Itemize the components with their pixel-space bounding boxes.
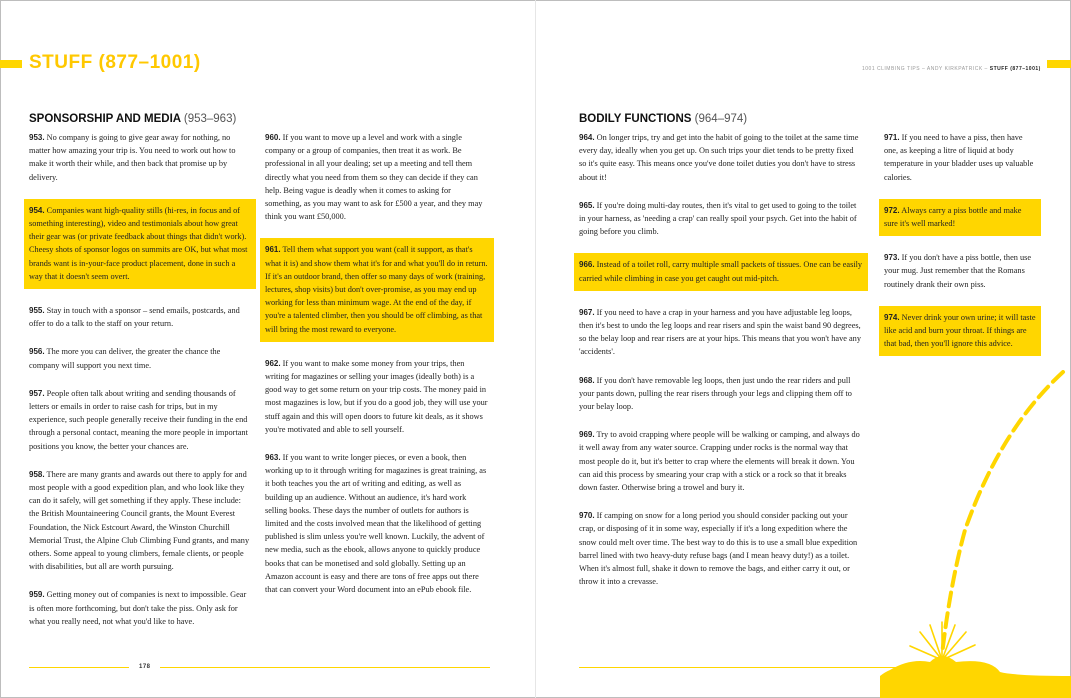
- tip-number: 967.: [579, 307, 595, 317]
- tip-number: 972.: [884, 205, 900, 215]
- tip-966: [574, 253, 868, 290]
- tip-number: 970.: [579, 511, 595, 521]
- tip-number: 956.: [29, 347, 45, 357]
- tip-text: On longer trips, try and get into the habit of going to the toilet at the same time every day, ideally when you get up. On such trips your diet tends to be pretty fixed so it's quite easy. This means once you've done toilet duties you don't have to stress about it!: [579, 133, 859, 182]
- tip-text: Stay in touch with a sponsor – send emails, postcards, and offer to do a talk to the staff on your return.: [29, 306, 240, 329]
- tip-973: [884, 251, 1036, 291]
- tip-961: [260, 238, 494, 341]
- section-range: (964–974): [694, 113, 748, 125]
- tip-text: Companies want high-quality stills (hi-res, in focus and of something interesting), video and testimonials about how great their gear was (or private feedback about things that didn't work). Cheesy shots of sponsor logos on summits are OK, but what most brands want is in-your-face product placement, done in such a way that it doesn't seem overt.: [29, 205, 248, 281]
- tip-text: If you need to have a piss, then have one, as keeping a litre of liquid at body temperature in your bladder uses up valuable calories.: [884, 133, 1034, 182]
- tip-960: [265, 131, 489, 223]
- tip-text: People often talk about writing and sending thousands of letters or emails in order to raise cash for trips, but in my experience, such people generally receive their funding in the end through a personal contact, meaning the more people in important positions you know, the better your chances are.: [29, 388, 248, 451]
- tip-number: 960.: [265, 133, 281, 142]
- running-head: [862, 66, 1041, 72]
- running-head-prefix: 1001 CLIMBING TIPS – ANDY KIRKPATRICK –: [862, 66, 990, 72]
- splash-illustration: [880, 370, 1071, 698]
- tip-967: [579, 306, 863, 359]
- tip-970: [579, 509, 863, 588]
- book-spine: [535, 0, 536, 698]
- tip-number: 973.: [884, 253, 900, 263]
- tip-number: 965.: [579, 200, 595, 210]
- tip-957: [29, 387, 251, 453]
- tip-text: If you don't have removable leg loops, then just undo the rear riders and pull your pants down, pulling the rear risers through your legs and clipping them off to your belay loop.: [579, 375, 852, 412]
- tip-number: 974.: [884, 312, 900, 322]
- page-title: STUFF (877–1001): [29, 52, 201, 73]
- footer-rule-right: [579, 667, 911, 668]
- tip-958: [29, 468, 251, 574]
- tip-number: 966.: [579, 260, 595, 270]
- running-head-section: STUFF (877–1001): [989, 66, 1041, 72]
- tip-text: Always carry a piss bottle and make sure it's well marked!: [884, 205, 1022, 229]
- tip-956: [29, 345, 251, 371]
- column-4: [884, 131, 1036, 371]
- tip-number: 954.: [29, 205, 45, 215]
- tip-text: Getting money out of companies is next to impossible. Gear is often more forthcoming, but don't take the piss. Only ask for what you really need, not what you'd like to have.: [29, 590, 247, 626]
- tip-text: If you want to write longer pieces, or even a book, then working up to it through writing for magazines is great training, as it both teaches you the art of writing and editing, as well as building up an audience. Without an audience, it's hard work selling books. These days the number of outlets for authors is limited and the costs involved mean that the likelihood of getting published is slim unless you're well known. Luckily, the advent of new media, such as the ebook, allows anyone to quickly produce books that can be monetised and sold globally. Setting up an Amazon account is easy and there are tons of free apps out there that can convert your Word document into an ePub ebook file.: [265, 453, 487, 595]
- tip-number: 955.: [29, 306, 45, 316]
- tip-972: [879, 199, 1041, 236]
- section-heading-bodily-functions: [579, 113, 747, 125]
- tip-number: 953.: [29, 133, 45, 142]
- tip-text: Instead of a toilet roll, carry multiple small packets of tissues. One can be easily carried while climbing in case you get caught out mid-pitch.: [579, 260, 863, 283]
- tip-964: [579, 131, 863, 184]
- tip-974: [879, 306, 1041, 357]
- column-1: [29, 131, 251, 643]
- column-2: [265, 131, 489, 611]
- tip-number: 958.: [29, 469, 45, 479]
- tip-number: 963.: [265, 453, 281, 463]
- tip-text: If you don't have a piss bottle, then use your mug. Just remember that the Romans routinely drank their own piss.: [884, 253, 1032, 289]
- tip-text: If you're doing multi-day routes, then it's vital to get used to going to the toilet in your harness, as 'needing a crap' can really spoil your psych. Get into the habit of going before you climb.: [579, 200, 857, 237]
- tip-text: There are many grants and awards out there to apply for and most people with a good expedition plan, and who look like they can do it safely, will get something if they apply. These include: the British Mountaineering Council grants, the Mount Everest Foundation, the Nick Estcourt Award, the Winston Churchill Memorial Trust, the Alpine Club Climbing Fund grants, and many others. Some appeal to young climbers, female clients, or people with disabilities, but all are worth pursuing.: [29, 469, 250, 572]
- tip-number: 962.: [265, 358, 281, 368]
- tip-number: 971.: [884, 133, 900, 142]
- tip-text: Never drink your own urine; it will taste like acid and burn your throat. If things are that bad, then you'll ignore this advice.: [884, 312, 1036, 349]
- tip-number: 957.: [29, 388, 45, 398]
- tip-number: 969.: [579, 430, 595, 440]
- tip-954: [24, 199, 256, 289]
- tip-number: 959.: [29, 590, 45, 600]
- footer-rule-left: [29, 667, 129, 668]
- tip-955: [29, 304, 251, 330]
- tip-963: [265, 451, 489, 596]
- tip-text: If camping on snow for a long period you should consider packing out your crap, or disposing of it in some way, especially if it's a long expedition where the snow could melt over time. The best way to do this is to use a small blue expedition barrel lined with two heavy-duty refuse bags (and I mean heavy duty!) as a toilet. When it's almost full, shake it down to remove the bags, and either carry it out, or throw it into a crevasse.: [579, 511, 858, 587]
- tip-969: [579, 428, 863, 494]
- tip-text: The more you can deliver, the greater the chance the company will support you next time.: [29, 347, 221, 370]
- tip-953: [29, 131, 251, 184]
- tip-text: Try to avoid crapping where people will be walking or camping, and always do it well away from any water source. Crapping under rocks is the normal way that most people do it, but it's better to crap where the elements will break it down. You can aid this process by smearing your crap with a stick or a rock so that it breaks down faster. Otherwise bring a trowel and bury it.: [579, 430, 860, 493]
- tip-968: [579, 374, 863, 414]
- tip-965: [579, 199, 863, 239]
- tip-text: No company is going to give gear away for nothing, no matter how amazing your trip is. You need to work out how to make it worth their while, and then back that promise up by delivery.: [29, 133, 236, 182]
- tip-959: [29, 588, 251, 628]
- tip-971: [884, 131, 1036, 184]
- tip-number: 968.: [579, 375, 595, 385]
- tip-text: Tell them what support you want (call it support, as that's what it is) and show them what it's for and what you'll do in return. If it's an outdoor brand, then offer so many days of work (training, lectures, shop visits) but don't over-promise, as you may end up working for less than minimum wage. At the end of the day, if you're a talented climber, then you should be off climbing, as that will bring the most reward to everyone.: [265, 245, 488, 334]
- header-bar-right: [1047, 60, 1071, 68]
- section-title: SPONSORSHIP AND MEDIA: [29, 113, 181, 125]
- section-title: BODILY FUNCTIONS: [579, 113, 692, 125]
- header-bar-left: [0, 60, 22, 68]
- section-heading-sponsorship: [29, 113, 236, 125]
- column-3: [579, 131, 863, 603]
- tip-number: 961.: [265, 245, 281, 255]
- tip-962: [265, 357, 489, 436]
- tip-text: If you want to move up a level and work with a single company or a group of companies, then treat it as work. Be professional in all your dealing; set up a meeting and tell them directly what you need from them so they can decide if they can help. Being vague is deadly when it comes to asking for something, as you may want to ask for £500 a year, and they may think you want £50,000.: [265, 133, 483, 222]
- section-range: (953–963): [183, 113, 237, 125]
- footer-rule-left-2: [160, 667, 490, 668]
- tip-number: 964.: [579, 133, 595, 142]
- tip-text: If you need to have a crap in your harness and you have adjustable leg loops, then it's best to undo the leg loops and rear risers and spin the waist band 90 degrees, so the belay loop and rear risers are at your hips. This means that you won't have any 'accidents'.: [579, 307, 861, 357]
- page-number-left: 178: [139, 664, 151, 670]
- tip-text: If you want to make some money from your trips, then writing for magazines or selling your images (ideally both) is a good way to get some return on your trip costs. The money paid in most magazines is low, but if you do a good job, they will use your stuff again and this will open doors to future kit deals, as it shows you're motivated and able to sell yourself.: [265, 358, 488, 434]
